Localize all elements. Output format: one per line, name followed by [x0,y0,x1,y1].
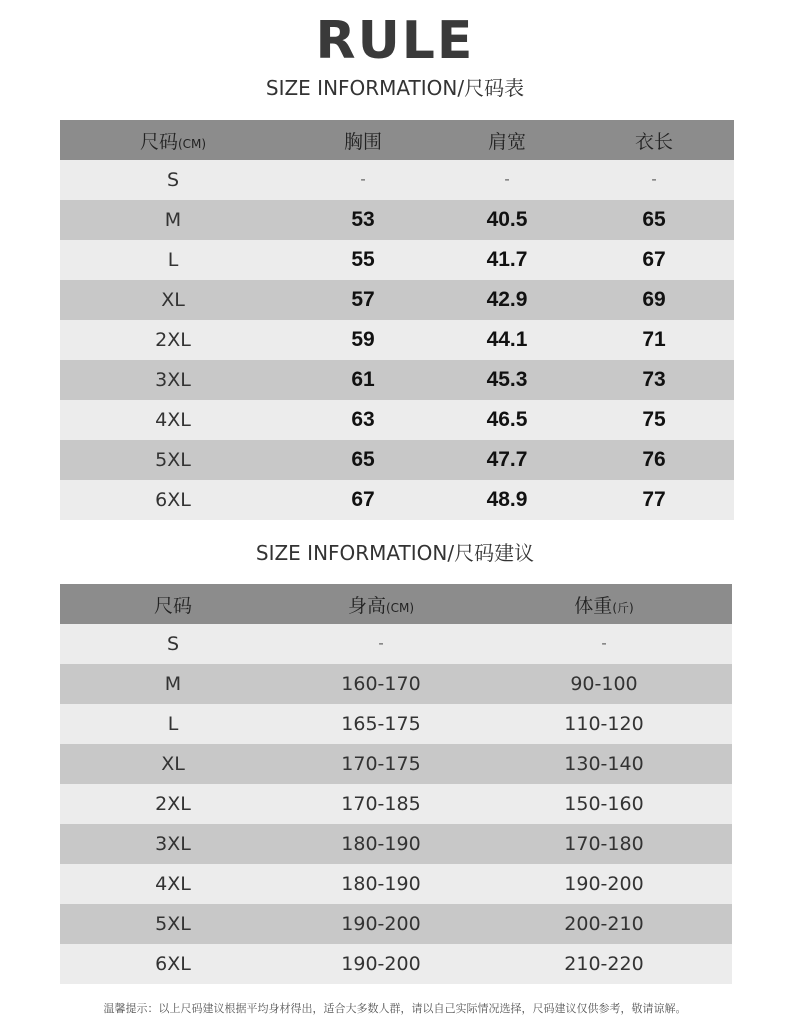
height-cell: 190-200 [341,913,421,935]
size-cell: 3XL [155,369,191,391]
recommend-table-subtitle: SIZE INFORMATION/尺码建议 [255,541,535,565]
table-row [60,160,734,200]
table-header-row [60,584,732,624]
size-cell: XL [161,289,185,311]
height-cell: 165-175 [341,713,421,735]
table-row [60,240,734,280]
shoulder-cell: 47.7 [486,448,528,471]
size-cell: 6XL [155,489,191,511]
length-cell: 73 [642,368,666,391]
size-cell: 2XL [155,793,191,815]
length-cell: - [651,171,657,188]
table-row [60,200,734,240]
chest-cell: 63 [351,408,375,431]
table-row [60,440,734,480]
size-cell: L [167,713,179,735]
size-cell: 5XL [155,913,191,935]
footnote: 温馨提示：以上尺码建议根据平均身材得出，适合大多数人群，请以自己实际情况选择，尺码建议仅供参考，敬请谅解。 [103,1002,687,1015]
header-weight-unit: (斤) [612,600,634,615]
weight-cell: 130-140 [564,753,644,775]
header-shoulder: 肩宽 [487,130,526,153]
length-cell: 65 [642,208,666,231]
size-recommendation-table [60,584,732,984]
length-cell: 71 [642,328,666,351]
table-row [60,784,732,824]
size-cell: XL [161,753,185,775]
chest-cell: 59 [351,328,375,351]
table-header-row [60,120,734,160]
shoulder-cell: 41.7 [486,248,528,271]
length-cell: 76 [642,448,666,471]
header-size: 尺码 [153,594,192,617]
table-row [60,360,734,400]
weight-cell: 110-120 [564,713,644,735]
size-cell: 4XL [155,409,191,431]
weight-cell: 150-160 [564,793,644,815]
shoulder-cell: 42.9 [486,288,528,311]
chest-cell: 53 [351,208,375,231]
header-weight: 体重(斤) [574,594,634,617]
weight-cell: 200-210 [564,913,644,935]
height-cell: 170-185 [341,793,421,815]
chest-cell: 67 [351,488,375,511]
table-row [60,320,734,360]
height-cell: - [378,635,384,652]
chest-cell: 61 [351,368,375,391]
height-cell: 180-190 [341,833,421,855]
table-row [60,904,732,944]
length-cell: 67 [642,248,666,271]
size-cell: 2XL [155,329,191,351]
table-row [60,704,732,744]
shoulder-cell: 45.3 [486,368,528,391]
header-size-unit: (CM) [177,136,207,151]
shoulder-cell: 48.9 [486,488,528,511]
size-cell: 6XL [155,953,191,975]
height-cell: 160-170 [341,673,421,695]
length-cell: 69 [642,288,666,311]
garment-table-subtitle: SIZE INFORMATION/尺码表 [265,76,525,100]
page-title: RULE [315,11,475,71]
size-cell: L [167,249,179,271]
length-cell: 77 [642,488,666,511]
header-height: 身高(CM) [347,594,415,617]
shoulder-cell: 40.5 [486,208,528,231]
size-cell: S [166,169,180,191]
table-row [60,944,732,984]
chest-cell: 55 [351,248,375,271]
weight-cell: - [601,635,607,652]
header-length: 衣长 [634,130,673,153]
table-row [60,624,732,664]
height-cell: 180-190 [341,873,421,895]
weight-cell: 90-100 [570,673,638,695]
length-cell: 75 [642,408,666,431]
size-cell: 5XL [155,449,191,471]
shoulder-cell: 44.1 [486,328,528,351]
size-cell: 4XL [155,873,191,895]
table-row [60,664,732,704]
table-row [60,864,732,904]
table-row [60,824,732,864]
size-cell: 3XL [155,833,191,855]
shoulder-cell: 46.5 [486,408,528,431]
weight-cell: 210-220 [564,953,644,975]
table-row [60,744,732,784]
size-cell: M [164,673,182,695]
header-size: 尺码(CM) [139,130,207,153]
chest-cell: - [360,171,366,188]
chest-cell: 65 [351,448,375,471]
height-cell: 190-200 [341,953,421,975]
size-cell: M [164,209,182,231]
header-chest: 胸围 [343,130,382,153]
size-cell: S [166,633,180,655]
garment-size-table [60,120,734,520]
weight-cell: 190-200 [564,873,644,895]
table-row [60,480,734,520]
table-row [60,400,734,440]
table-row [60,280,734,320]
header-height-unit: (CM) [385,600,415,615]
weight-cell: 170-180 [564,833,644,855]
shoulder-cell: - [504,171,510,188]
height-cell: 170-175 [341,753,421,775]
chest-cell: 57 [351,288,375,311]
